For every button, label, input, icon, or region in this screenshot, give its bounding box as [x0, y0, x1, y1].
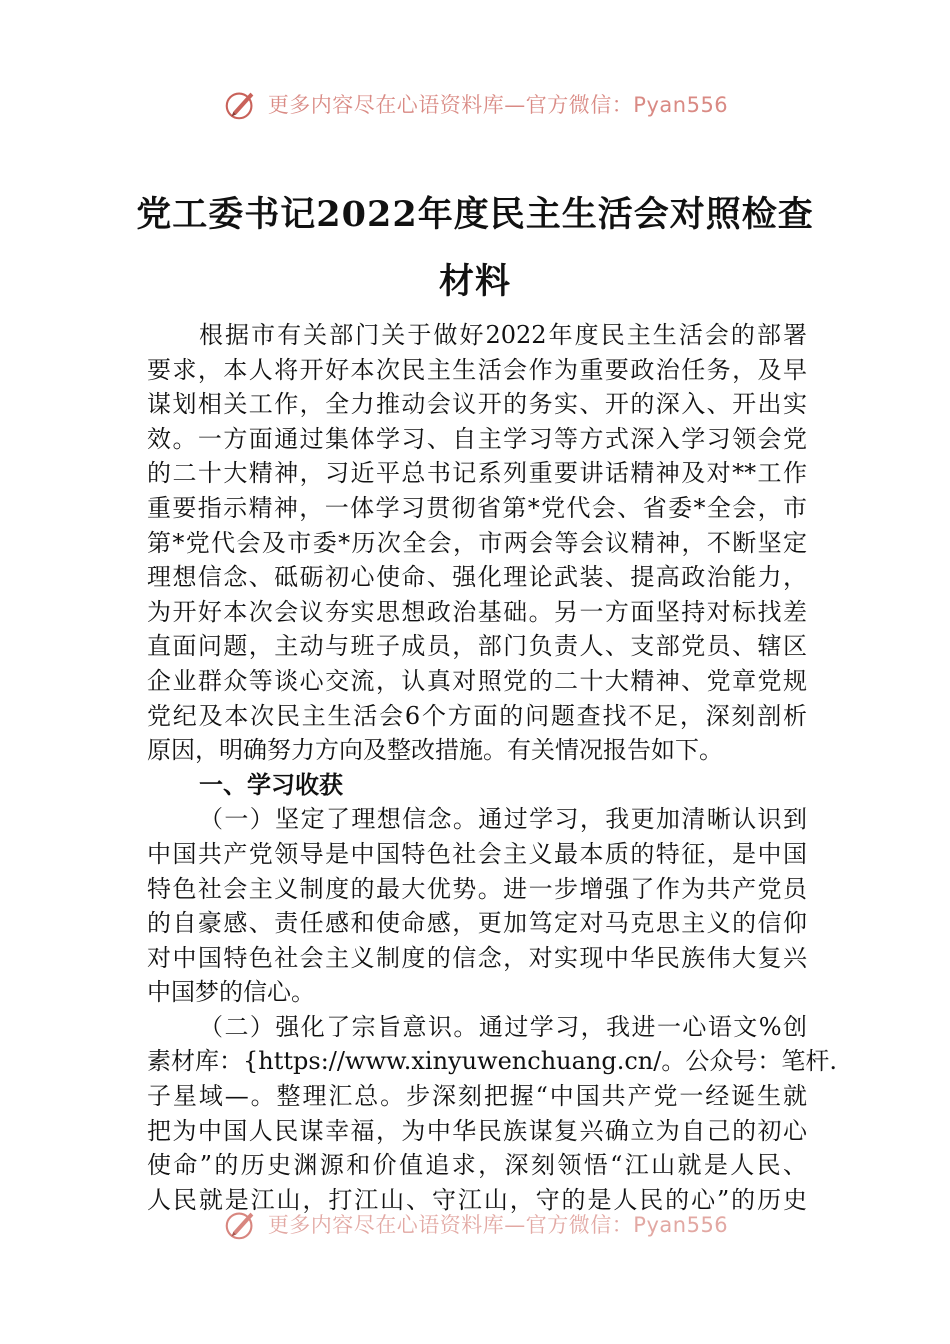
body-line: 子星域—。整理汇总。步深刻把握“中国共产党一经诞生就 [147, 1082, 807, 1111]
body-line: 把为中国人民谋幸福，为中华民族谋复兴确立为自己的初心 [147, 1116, 807, 1145]
body-line: 效。一方面通过集体学习、自主学习等方式深入学习领会党 [147, 424, 807, 453]
body-line: （二）强化了宗旨意识。通过学习，我进一心语文%创 [199, 1012, 807, 1041]
body-line: 使命”的历史渊源和价值追求，深刻领悟“江山就是人民、 [147, 1151, 807, 1180]
section-heading: 一、学习收获 [199, 769, 343, 799]
body-line: 理想信念、砥砺初心使命、强化理论武装、提高政治能力， [147, 563, 807, 592]
body-line: 重要指示精神，一体学习贯彻省第*党代会、省委*全会，市 [147, 493, 807, 522]
body-line: 的二十大精神，习近平总书记系列重要讲话精神及对**工作 [147, 459, 807, 488]
watermark-header-text: 更多内容尽在心语资料库—官方微信：Pyan556 [267, 93, 729, 117]
body-line: 党纪及本次民主生活会6个方面的问题查找不足，深刻剖析 [147, 701, 807, 730]
body-line: 第*党代会及市委*历次全会，市两会等会议精神，不断坚定 [147, 528, 807, 557]
body-line: 人民就是江山，打江山、守江山，守的是人民的心”的历史 [147, 1185, 807, 1214]
document-body [147, 318, 837, 1217]
body-line: 企业群众等谈心交流，认真对照党的二十大精神、党章党规 [147, 666, 807, 695]
body-line: 谋划相关工作，全力推动会议开的务实、开的深入、开出实 [147, 390, 807, 419]
pen-logo-icon [222, 85, 260, 123]
watermark-footer [0, 1204, 950, 1244]
document-title-line-1: 党工委书记2022年度民主生活会对照检查 [136, 194, 814, 235]
pen-logo-icon [222, 1205, 260, 1243]
body-line: 对中国特色社会主义制度的信念，对实现中华民族伟大复兴 [147, 943, 807, 972]
watermark-header [0, 84, 950, 124]
document-title-line-2: 材料 [438, 261, 511, 302]
body-line: 直面问题，主动与班子成员，部门负责人、支部党员、辖区 [147, 632, 807, 661]
body-line: 中国共产党领导是中国特色社会主义最本质的特征，是中国 [147, 839, 807, 868]
body-line: 原因，明确努力方向及整改措施。有关情况报告如下。 [147, 736, 723, 765]
body-line: 为开好本次会议夯实思想政治基础。另一方面坚持对标找差 [147, 597, 807, 626]
watermark-footer-text: 更多内容尽在心语资料库—官方微信：Pyan556 [267, 1213, 729, 1237]
body-line: 中国梦的信心。 [147, 978, 315, 1007]
body-line: 特色社会主义制度的最大优势。进一步增强了作为共产党员 [147, 874, 807, 903]
body-line: 根据市有关部门关于做好2022年度民主生活会的部署 [199, 321, 807, 349]
body-line: 素材库：{https://www.xinyuwenchuang.cn/。公众号：笔杆. [147, 1047, 837, 1076]
body-line: 要求，本人将开好本次民主生活会作为重要政治任务，及早 [147, 355, 807, 384]
body-line: （一）坚定了理想信念。通过学习，我更加清晰认识到 [199, 805, 807, 834]
body-line: 的自豪感、责任感和使命感，更加笃定对马克思主义的信仰 [147, 909, 807, 938]
